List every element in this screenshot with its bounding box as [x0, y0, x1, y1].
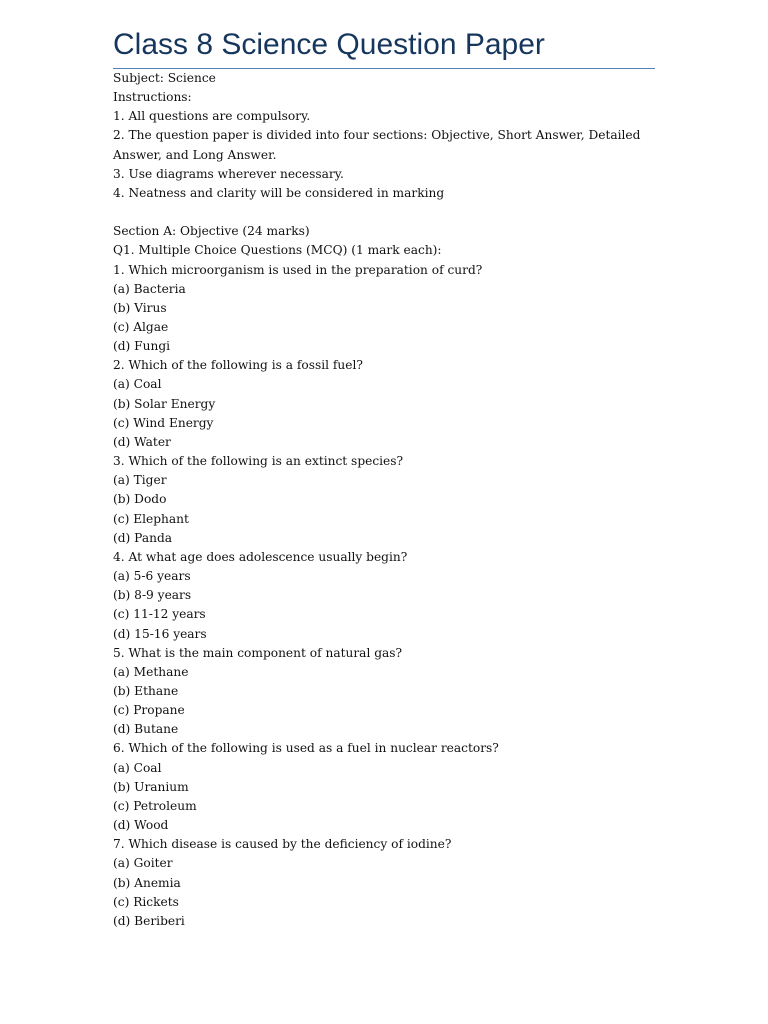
question-text: 2. Which of the following is a fossil fuel? — [113, 358, 363, 373]
answer-option: (a) Coal — [113, 760, 162, 775]
question-text: 7. Which disease is caused by the deficiency of iodine? — [113, 837, 452, 852]
question-item — [113, 835, 655, 931]
document-page — [113, 0, 655, 931]
question-item — [113, 644, 655, 740]
answer-option: (d) 15-16 years — [113, 626, 207, 641]
question-item — [113, 739, 655, 835]
instructions-block — [113, 88, 655, 203]
answer-option: (c) Elephant — [113, 511, 189, 526]
answer-option: (c) Wind Energy — [113, 415, 214, 430]
answer-option: (b) Uranium — [113, 779, 189, 794]
answer-option: (d) Butane — [113, 722, 179, 737]
answer-option: (d) Panda — [113, 530, 173, 545]
answer-option: (c) 11-12 years — [113, 607, 206, 622]
answer-option: (b) Dodo — [113, 492, 167, 507]
answer-option: (b) Anemia — [113, 875, 181, 890]
question-text: 4. At what age does adolescence usually begin? — [113, 549, 408, 564]
question-text: 5. What is the main component of natural gas? — [113, 645, 403, 660]
instruction-item: 3. Use diagrams wherever necessary. — [113, 166, 344, 181]
answer-option: (d) Fungi — [113, 339, 171, 354]
question-item — [113, 356, 655, 452]
document-body — [113, 69, 655, 931]
answer-option: (b) Virus — [113, 300, 167, 315]
answer-option: (d) Water — [113, 434, 171, 449]
instruction-item: 2. The question paper is divided into four sections: Objective, Short Answer, Detailed Answer, and Long Answer. — [113, 128, 641, 162]
answer-option: (a) 5-6 years — [113, 569, 191, 584]
page-title: Class 8 Science Question Paper — [113, 28, 545, 61]
section-a — [113, 222, 655, 931]
answer-option: (a) Tiger — [113, 473, 167, 488]
answer-option: (a) Bacteria — [113, 281, 186, 296]
blank-line — [113, 203, 655, 222]
instructions-heading: Instructions: — [113, 90, 192, 105]
answer-option: (c) Algae — [113, 320, 169, 335]
question-item — [113, 261, 655, 357]
question-item — [113, 548, 655, 644]
answer-option: (b) 8-9 years — [113, 588, 192, 603]
section-heading: Section A: Objective (24 marks) — [113, 224, 310, 239]
answer-option: (c) Rickets — [113, 894, 179, 909]
answer-option: (d) Wood — [113, 818, 169, 833]
subject-line: Subject: Science — [113, 71, 216, 85]
answer-option: (a) Goiter — [113, 856, 173, 871]
answer-option: (c) Petroleum — [113, 798, 197, 813]
question-text: 1. Which microorganism is used in the preparation of curd? — [113, 262, 483, 277]
instruction-item: 4. Neatness and clarity will be considered in marking — [113, 185, 445, 200]
question-item — [113, 452, 655, 548]
answer-option: (b) Ethane — [113, 683, 179, 698]
answer-option: (a) Coal — [113, 377, 162, 392]
answer-option: (a) Methane — [113, 664, 189, 679]
question-text: 3. Which of the following is an extinct species? — [113, 454, 404, 469]
answer-option: (b) Solar Energy — [113, 396, 216, 411]
question-text: 6. Which of the following is used as a fuel in nuclear reactors? — [113, 741, 499, 756]
answer-option: (d) Beriberi — [113, 913, 185, 928]
instruction-item: 1. All questions are compulsory. — [113, 109, 311, 124]
answer-option: (c) Propane — [113, 703, 185, 718]
question-group-heading: Q1. Multiple Choice Questions (MCQ) (1 mark each): — [113, 243, 442, 258]
